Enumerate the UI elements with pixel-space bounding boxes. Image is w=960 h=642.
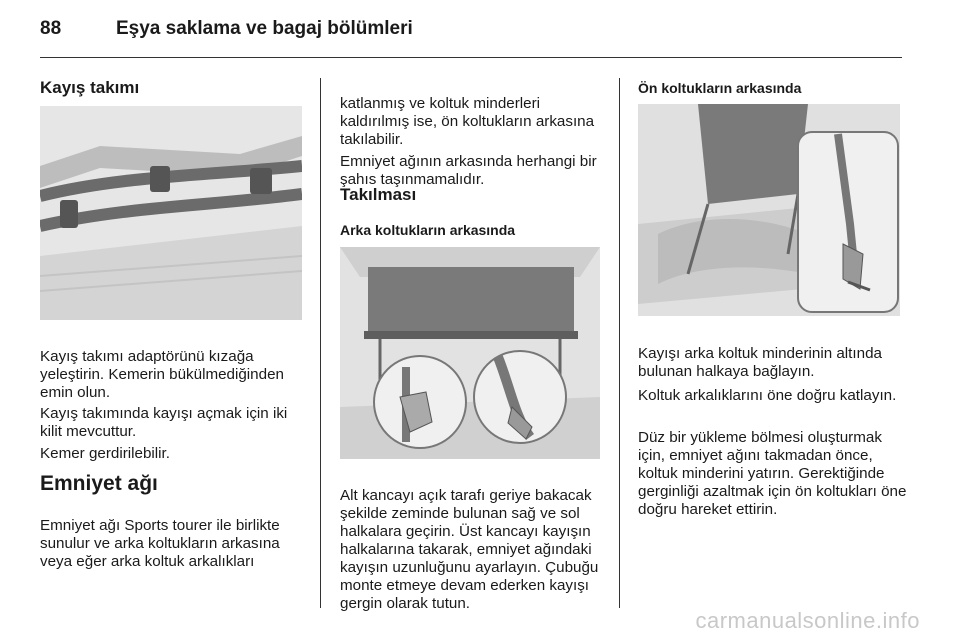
page-header-title: Eşya saklama ve bagaj bölümleri: [116, 18, 413, 39]
subheading-behind-front-seats: Ön koltukların arkasında: [638, 80, 802, 96]
strap-kit-illustration: [40, 106, 302, 320]
paragraph-no-passenger: Emniyet ağının arkasında herhangi bir şahıs taşınmamalıdır.: [340, 153, 597, 189]
paragraph-rear-install: Alt kancayı açık tarafı geriye bakacak şekilde zeminde bulunan sağ ve sol halkalara geçirin. Üst kancayı kayışın halkalarına takarak, emniyet ağındaki kayışın uzunluğunu ayarlayın. Çubuğu monte etmeye devam ederken kayışı gergin olarak tutun.: [340, 487, 599, 613]
paragraph-fold-backrests: Koltuk arkalıklarını öne doğru katlayın.: [638, 387, 897, 405]
section-heading-installation: Takılması: [340, 185, 417, 204]
watermark: carmanualsonline.info: [695, 608, 920, 633]
figure-behind-front-seats: [638, 104, 900, 316]
column-divider-2: [619, 78, 620, 608]
subheading-behind-rear-seats: Arka koltukların arkasında: [340, 222, 516, 238]
section-heading-strap-kit: Kayış takımı: [40, 78, 140, 97]
paragraph-safety-net: Emniyet ağı Sports tourer ile birlikte sunulur ve arka koltukların arkasına veya eğer arka koltuk arkalıkları: [40, 517, 280, 571]
section-heading-safety-net: Emniyet ağı: [40, 472, 158, 495]
front-seats-illustration: [638, 104, 900, 316]
paragraph-strap-kit-2: Kayış takımında kayışı açmak için iki kilit mevcuttur.: [40, 405, 288, 441]
header-rule: [40, 57, 902, 58]
rear-seats-illustration: [340, 247, 600, 459]
page-number: 88: [40, 18, 62, 39]
paragraph-front-attach: Kayışı arka koltuk minderinin altında bulunan halkaya bağlayın.: [638, 345, 882, 381]
paragraph-safety-net-cont: katlanmış ve koltuk minderleri kaldırılmış ise, ön koltukların arkasına takılabilir.: [340, 95, 595, 149]
figure-strap-kit: [40, 106, 302, 320]
column-divider-1: [320, 78, 321, 608]
paragraph-strap-kit-1: Kayış takımı adaptörünü kızağa yeleştirin. Kemerin bükülmediğinden emin olun.: [40, 348, 284, 402]
paragraph-flat-load-area: Düz bir yükleme bölmesi oluşturmak için, emniyet ağını takmadan önce, koltuk minderini yatırın. Gerektiğinde gerginliği azaltmak için ön koltukları öne doğru hareket ettirin.: [638, 429, 907, 519]
figure-behind-rear-seats: [340, 247, 600, 459]
paragraph-strap-kit-3: Kemer gerdirilebilir.: [40, 445, 170, 463]
